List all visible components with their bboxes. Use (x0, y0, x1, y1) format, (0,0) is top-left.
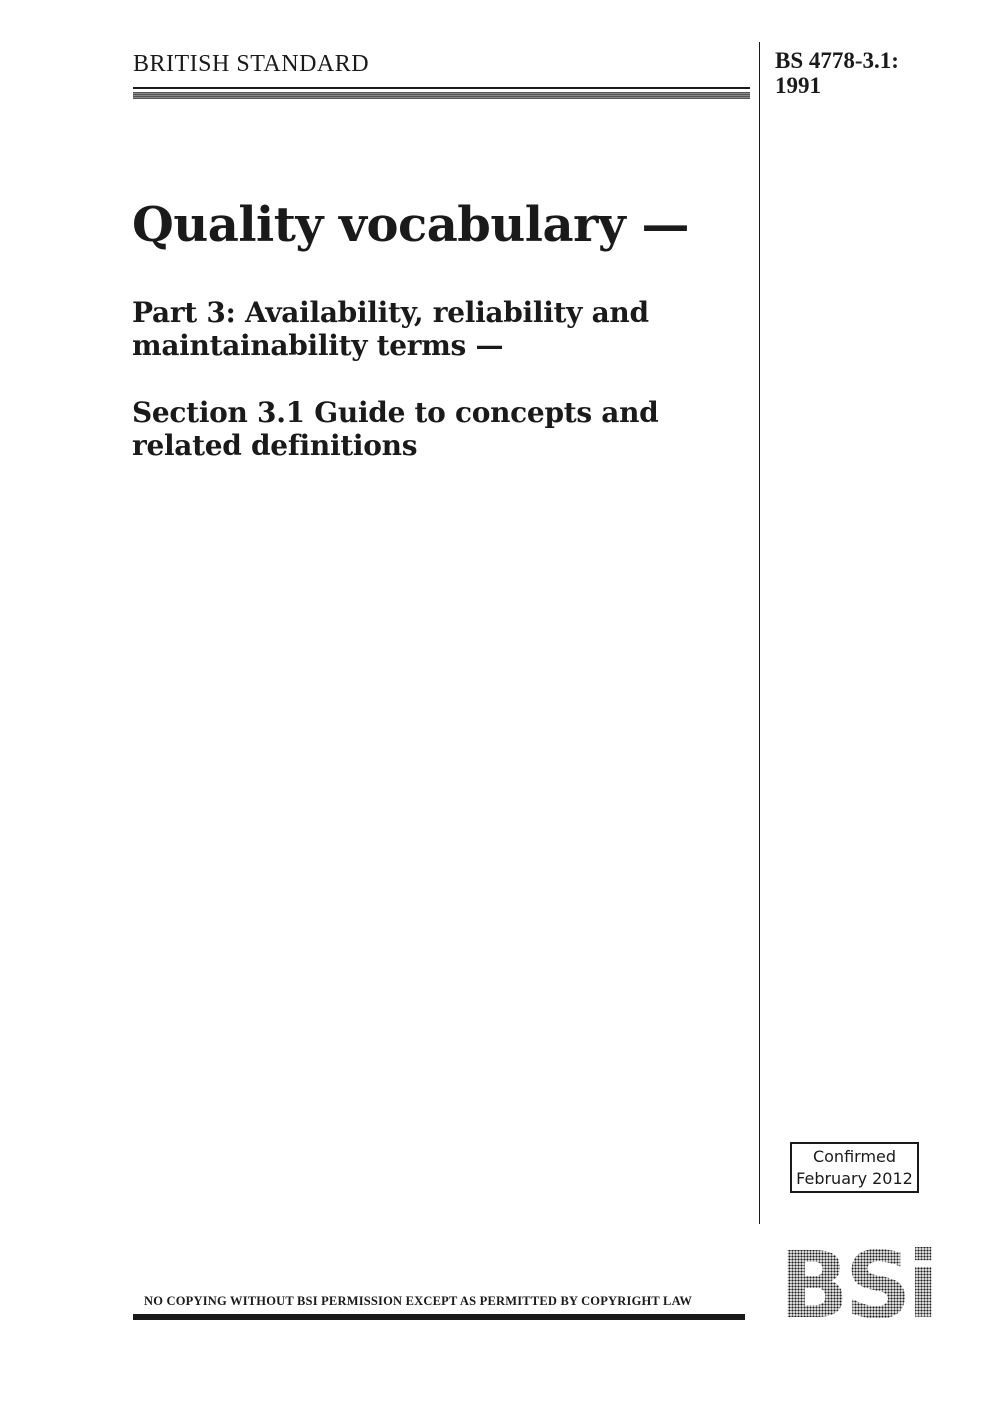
copyright-notice: NO COPYING WITHOUT BSI PERMISSION EXCEPT AS PERMITTED BY COPYRIGHT LAW (144, 1294, 693, 1308)
standard-number-line1: BS 4778-3.1: (775, 48, 899, 73)
header-rule-thin (133, 87, 750, 89)
header-rule-thick (133, 92, 750, 99)
section-title: Section 3.1 Guide to concepts and related definitions (132, 396, 659, 462)
confirmed-date: February 2012 (796, 1169, 913, 1188)
footer-rule (133, 1314, 745, 1320)
standard-number-line2: 1991 (775, 73, 821, 98)
bsi-logo-icon (770, 1243, 945, 1321)
document-type-label: BRITISH STANDARD (133, 51, 370, 77)
confirmed-stamp (790, 1142, 919, 1193)
confirmed-label: Confirmed (812, 1147, 897, 1166)
main-title: Quality vocabulary — (132, 197, 689, 253)
part-title: Part 3: Availability, reliability and maintainability terms — (132, 296, 649, 362)
standard-number (775, 48, 975, 98)
vertical-divider (759, 42, 760, 1224)
